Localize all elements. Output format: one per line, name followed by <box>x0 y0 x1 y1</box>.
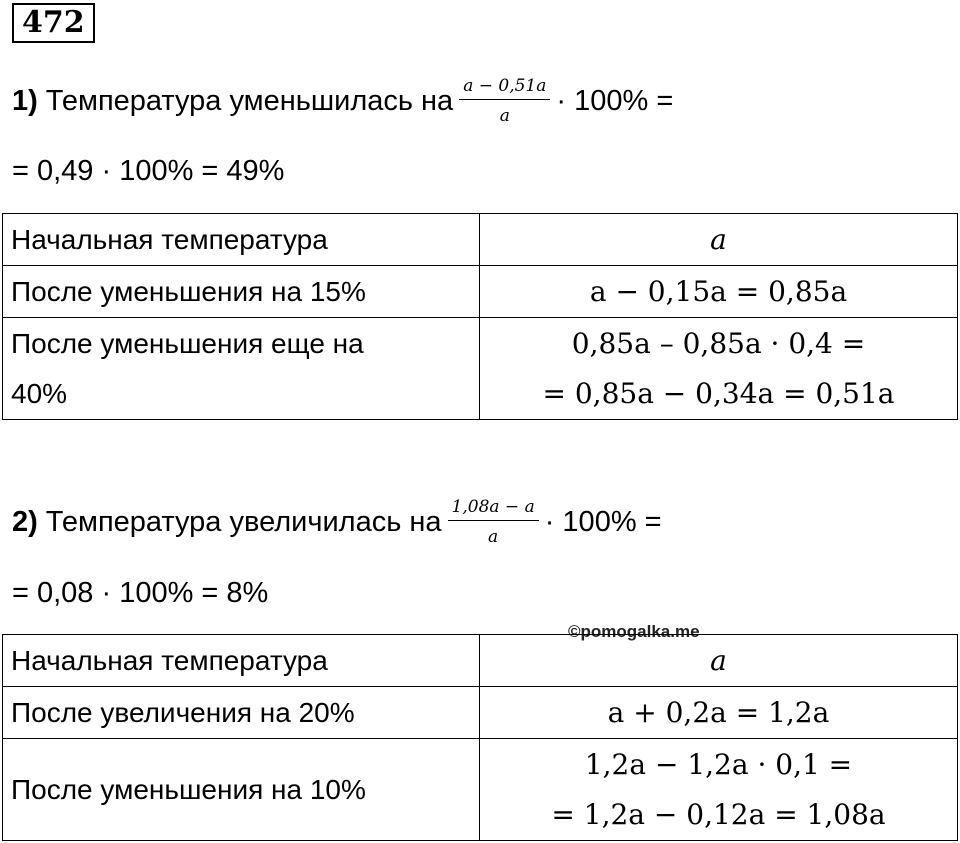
table-cell-label <box>3 318 480 420</box>
table-row <box>3 739 958 841</box>
table-cell-label: После уменьшения на 15% <box>3 266 480 318</box>
table-cell-value-line: = 1,2a − 0,12a = 1,08a <box>551 797 886 831</box>
table-row <box>3 687 958 739</box>
table-cell-label: После увеличения на 20% <box>3 687 480 739</box>
part2-frac-numerator: 1,08a − a <box>448 497 539 521</box>
table-cell-value: a <box>480 214 958 266</box>
part1-fraction <box>459 76 550 126</box>
part1-result-text: = 0,49 · 100% = 49% <box>12 155 285 187</box>
part2-label: 2) <box>12 505 38 538</box>
table-cell-value-line: 1,2a − 1,2a · 0,1 = <box>584 747 853 781</box>
part1-result <box>12 155 284 188</box>
part2-text: Температура увеличилась на <box>45 505 442 538</box>
table-row <box>3 214 958 266</box>
table-cell-value: a <box>480 635 958 687</box>
part1-text: Температура уменьшилась на <box>45 84 454 117</box>
table-cell-label: После уменьшения на 10% <box>3 739 480 841</box>
table-row <box>3 635 958 687</box>
part1-frac-numerator: a − 0,51a <box>459 76 550 100</box>
part2-statement <box>12 497 662 547</box>
part2-fraction <box>448 497 539 547</box>
table-cell-value: a − 0,15a = 0,85a <box>480 266 958 318</box>
table-cell-value-line: = 0,85a − 0,34a = 0,51a <box>542 376 895 410</box>
part1-label: 1) <box>12 84 38 117</box>
part2-after-fraction: · 100% = <box>544 505 662 538</box>
table-cell-value <box>480 739 958 841</box>
part1-table <box>2 213 958 420</box>
table-row <box>3 266 958 318</box>
problem-number: 472 <box>12 3 95 43</box>
table-cell-value-line: 0,85a – 0,85a · 0,4 = <box>571 326 866 360</box>
part2-table <box>2 634 958 841</box>
table-cell-label-line: После уменьшения еще на <box>11 327 364 359</box>
part1-after-fraction: · 100% = <box>556 84 674 117</box>
part2-result-text: = 0,08 · 100% = 8% <box>12 577 269 609</box>
part2-result <box>12 577 268 610</box>
table-cell-value <box>480 318 958 420</box>
table-cell-label: Начальная температура <box>3 214 480 266</box>
table-cell-label: Начальная температура <box>3 635 480 687</box>
part2-frac-denominator: a <box>488 527 499 547</box>
part1-statement <box>12 76 673 126</box>
watermark: ©pomogalka.me <box>568 622 700 641</box>
table-cell-label-line: 40% <box>11 377 68 409</box>
part1-frac-denominator: a <box>499 106 510 126</box>
table-row <box>3 318 958 420</box>
table-cell-value: a + 0,2a = 1,2a <box>480 687 958 739</box>
